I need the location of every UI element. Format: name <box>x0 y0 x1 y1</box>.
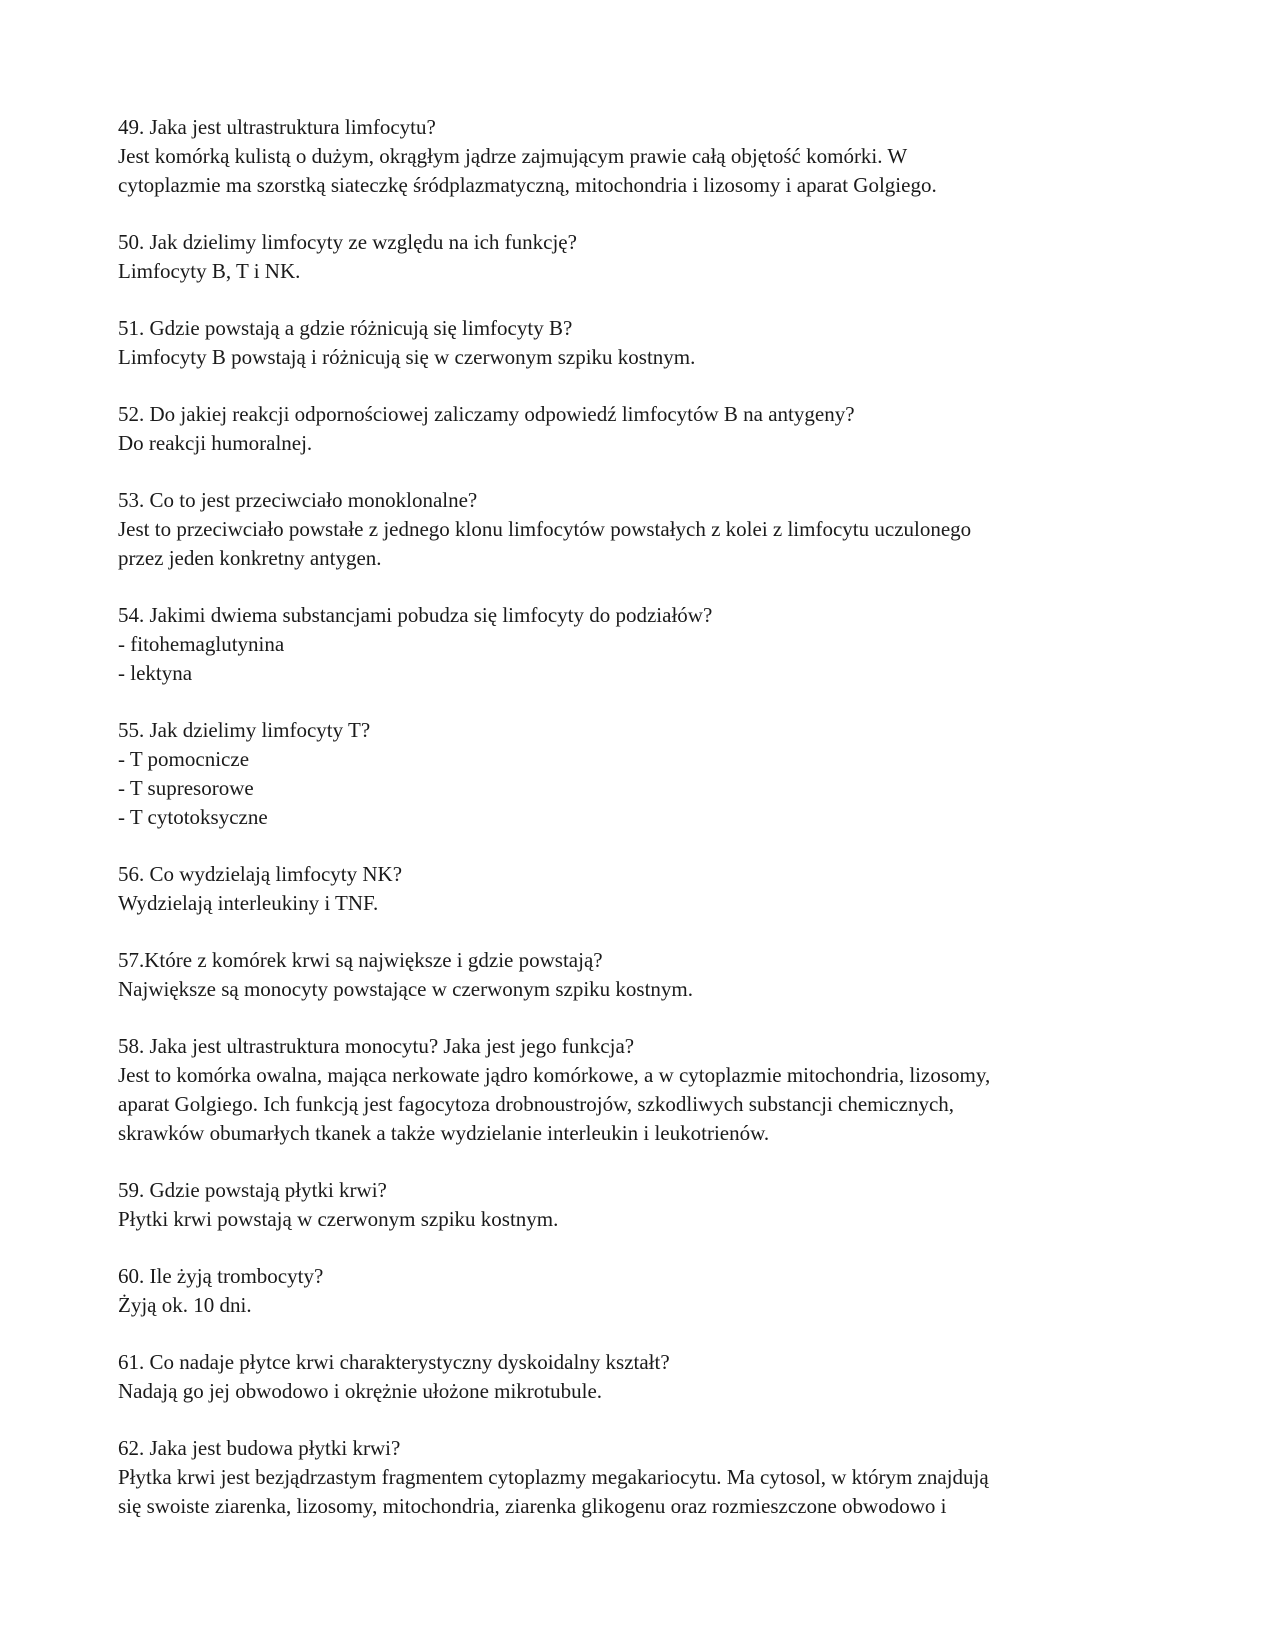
answer-line: - fitohemaglutynina <box>118 632 285 656</box>
qa-block <box>118 1348 1178 1406</box>
qa-block <box>118 113 1178 200</box>
answer-text <box>118 745 1178 832</box>
answer-line: Wydzielają interleukiny i TNF. <box>118 891 379 915</box>
qa-block <box>118 716 1178 832</box>
question-text: 59. Gdzie powstają płytki krwi? <box>118 1178 387 1202</box>
answer-line: Największe są monocyty powstające w czerwonym szpiku kostnym. <box>118 977 694 1001</box>
qa-block <box>118 228 1178 286</box>
answer-text <box>118 343 1178 372</box>
answer-line: Do reakcji humoralnej. <box>118 431 313 455</box>
answer-text <box>118 142 1178 200</box>
answer-line: Żyją ok. 10 dni. <box>118 1293 252 1317</box>
answer-line: Jest komórką kulistą o dużym, okrągłym jądrze zajmującym prawie całą objętość komórki. W <box>118 144 908 168</box>
answer-line: - T supresorowe <box>118 776 254 800</box>
qa-block <box>118 860 1178 918</box>
answer-text <box>118 889 1178 918</box>
answer-line: skrawków obumarłych tkanek a także wydzielanie interleukin i leukotrienów. <box>118 1121 770 1145</box>
question-text: 53. Co to jest przeciwciało monoklonalne? <box>118 488 478 512</box>
answer-line: się swoiste ziarenka, lizosomy, mitochondria, ziarenka glikogenu oraz rozmieszczone obwodowo i <box>118 1494 947 1518</box>
answer-line: Jest to komórka owalna, mająca nerkowate jądro komórkowe, a w cytoplazmie mitochondria, lizosomy, <box>118 1063 991 1087</box>
question-text: 56. Co wydzielają limfocyty NK? <box>118 862 403 886</box>
answer-line: aparat Golgiego. Ich funkcją jest fagocytoza drobnoustrojów, szkodliwych substancji chemicznych, <box>118 1092 955 1116</box>
answer-text <box>118 429 1178 458</box>
qa-block <box>118 314 1178 372</box>
qa-block <box>118 1032 1178 1148</box>
question-text: 49. Jaka jest ultrastruktura limfocytu? <box>118 115 436 139</box>
qa-block <box>118 1176 1178 1234</box>
qa-block <box>118 1434 1178 1521</box>
answer-text <box>118 1291 1178 1320</box>
qa-block <box>118 1262 1178 1320</box>
answer-text <box>118 515 1178 573</box>
answer-text <box>118 1061 1178 1148</box>
answer-line: Limfocyty B powstają i różnicują się w czerwonym szpiku kostnym. <box>118 345 696 369</box>
answer-text <box>118 975 1178 1004</box>
answer-line: - T cytotoksyczne <box>118 805 268 829</box>
question-text: 61. Co nadaje płytce krwi charakterystyczny dyskoidalny kształt? <box>118 1350 670 1374</box>
answer-text <box>118 1377 1178 1406</box>
answer-text <box>118 1463 1178 1521</box>
answer-text <box>118 257 1178 286</box>
question-text: 52. Do jakiej reakcji odpornościowej zaliczamy odpowiedź limfocytów B na antygeny? <box>118 402 855 426</box>
answer-line: Płytka krwi jest bezjądrzastym fragmentem cytoplazmy megakariocytu. Ma cytosol, w którym znajdują <box>118 1465 989 1489</box>
document-body <box>118 113 1178 1549</box>
question-text: 58. Jaka jest ultrastruktura monocytu? Jaka jest jego funkcja? <box>118 1034 635 1058</box>
qa-block <box>118 601 1178 688</box>
answer-line: Nadają go jej obwodowo i okrężnie ułożone mikrotubule. <box>118 1379 603 1403</box>
answer-line: - T pomocnicze <box>118 747 250 771</box>
answer-line: Jest to przeciwciało powstałe z jednego klonu limfocytów powstałych z kolei z limfocytu uczulonego <box>118 517 972 541</box>
answer-line: Limfocyty B, T i NK. <box>118 259 301 283</box>
question-text: 60. Ile żyją trombocyty? <box>118 1264 324 1288</box>
question-text: 62. Jaka jest budowa płytki krwi? <box>118 1436 401 1460</box>
answer-line: cytoplazmie ma szorstką siateczkę śródplazmatyczną, mitochondria i lizosomy i aparat Golgiego. <box>118 173 937 197</box>
question-text: 54. Jakimi dwiema substancjami pobudza się limfocyty do podziałów? <box>118 603 713 627</box>
qa-block <box>118 400 1178 458</box>
qa-block <box>118 486 1178 573</box>
answer-text <box>118 1205 1178 1234</box>
qa-block <box>118 946 1178 1004</box>
question-text: 55. Jak dzielimy limfocyty T? <box>118 718 371 742</box>
question-text: 51. Gdzie powstają a gdzie różnicują się limfocyty B? <box>118 316 573 340</box>
question-text: 57.Które z komórek krwi są największe i gdzie powstają? <box>118 948 603 972</box>
answer-text <box>118 630 1178 688</box>
answer-line: Płytki krwi powstają w czerwonym szpiku kostnym. <box>118 1207 559 1231</box>
answer-line: - lektyna <box>118 661 193 685</box>
question-text: 50. Jak dzielimy limfocyty ze względu na ich funkcję? <box>118 230 577 254</box>
answer-line: przez jeden konkretny antygen. <box>118 546 382 570</box>
